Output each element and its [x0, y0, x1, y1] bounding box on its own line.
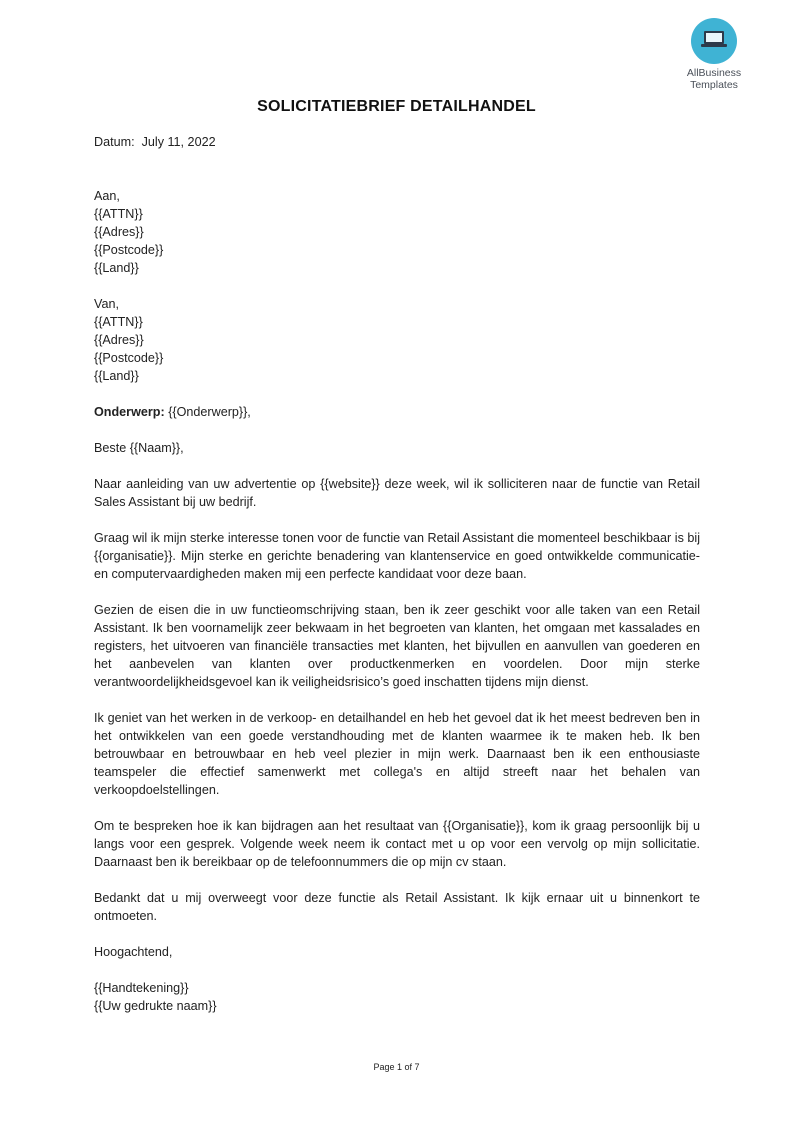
sender-address: {{Adres}}	[94, 333, 144, 347]
paragraph-5: Om te bespreken hoe ik kan bijdragen aan het resultaat van {{Organisatie}}, kom ik graag persoonlijk bij u langs voor een gesprek. Volgende week neem ik contact met u op voor een vervolg op mijn sollicitatie. Daarnaast ben ik bereikbaar op de telefoonnummers die op mijn cv staan.	[94, 819, 700, 869]
subject-value: {{Onderwerp}},	[168, 405, 251, 419]
recipient-label: Aan,	[94, 189, 120, 203]
sender-postcode: {{Postcode}}	[94, 351, 164, 365]
paragraph-1: Naar aanleiding van uw advertentie op {{website}} deze week, wil ik solliciteren naar de functie van Retail Sales Assistant bij uw bedrijf.	[94, 477, 700, 509]
date-label: Datum:	[94, 135, 135, 149]
letter-body	[94, 133, 700, 1015]
sender-attn: {{ATTN}}	[94, 315, 143, 329]
recipient-address: {{Adres}}	[94, 225, 144, 239]
sender-country: {{Land}}	[94, 369, 139, 383]
closing: Hoogachtend,	[94, 945, 173, 959]
paragraph-6: Bedankt dat u mij overweegt voor deze functie als Retail Assistant. Ik kijk ernaar uit u binnenkort te ontmoeten.	[94, 891, 700, 923]
laptop-icon	[691, 18, 737, 64]
salutation: Beste {{Naam}},	[94, 441, 184, 455]
paragraph-3: Gezien de eisen die in uw functieomschrijving staan, ben ik zeer geschikt voor alle taken van een Retail Assistant. Ik ben voornamelijk zeer bekwaam in het begroeten van klanten, het omgaan met kassalades en registers, het uitvoeren van financiële transacties met klanten, het bijvullen en aanvullen van goederen en het aanbevelen van klanten over productkenmerken en voordelen. Door mijn sterke verantwoordelijkheidsgevoel kan ik veiligheidsrisico’s goed inschatten tijdens mijn dienst.	[94, 603, 700, 689]
sender-label: Van,	[94, 297, 119, 311]
paragraph-4: Ik geniet van het werken in de verkoop- en detailhandel en heb het gevoel dat ik het meest bedreven ben in het ontwikkelen van een goede verstandhouding met de klanten waarmee ik te maken heb. Ik ben betrouwbaar en betrouwbaar en heb veel plezier in mijn werk. Daarnaast ben ik een enthousiaste teamspeler die effectief samenwerkt met collega's en altijd streeft naar het behalen van verkoopdoelstellingen.	[94, 711, 700, 797]
signature-placeholder: {{Handtekening}}	[94, 981, 189, 995]
brand-line-1: AllBusiness	[686, 67, 742, 79]
date-value: July 11, 2022	[141, 135, 216, 149]
recipient-block	[94, 187, 700, 277]
recipient-attn: {{ATTN}}	[94, 207, 143, 221]
date-line	[94, 133, 700, 151]
brand-line-2: Templates	[690, 79, 738, 91]
subject-label: Onderwerp:	[94, 405, 165, 419]
document-title: SOLICITATIEBRIEF DETAILHANDEL	[257, 98, 536, 115]
recipient-postcode: {{Postcode}}	[94, 243, 164, 257]
recipient-country: {{Land}}	[94, 261, 139, 275]
printed-name-placeholder: {{Uw gedrukte naam}}	[94, 999, 217, 1013]
subject-line	[94, 403, 700, 421]
page-footer: Page 1 of 7	[373, 1062, 420, 1072]
brand-logo	[678, 18, 750, 91]
sender-block	[94, 295, 700, 385]
paragraph-2: Graag wil ik mijn sterke interesse tonen voor de functie van Retail Assistant die momenteel beschikbaar is bij {{organisatie}}. Mijn sterke en gerichte benadering van klantenservice en goed ontwikkelde communicatie- en computervaardigheden maken mij een perfecte kandidaat voor deze baan.	[94, 531, 700, 581]
brand-name	[678, 67, 750, 91]
